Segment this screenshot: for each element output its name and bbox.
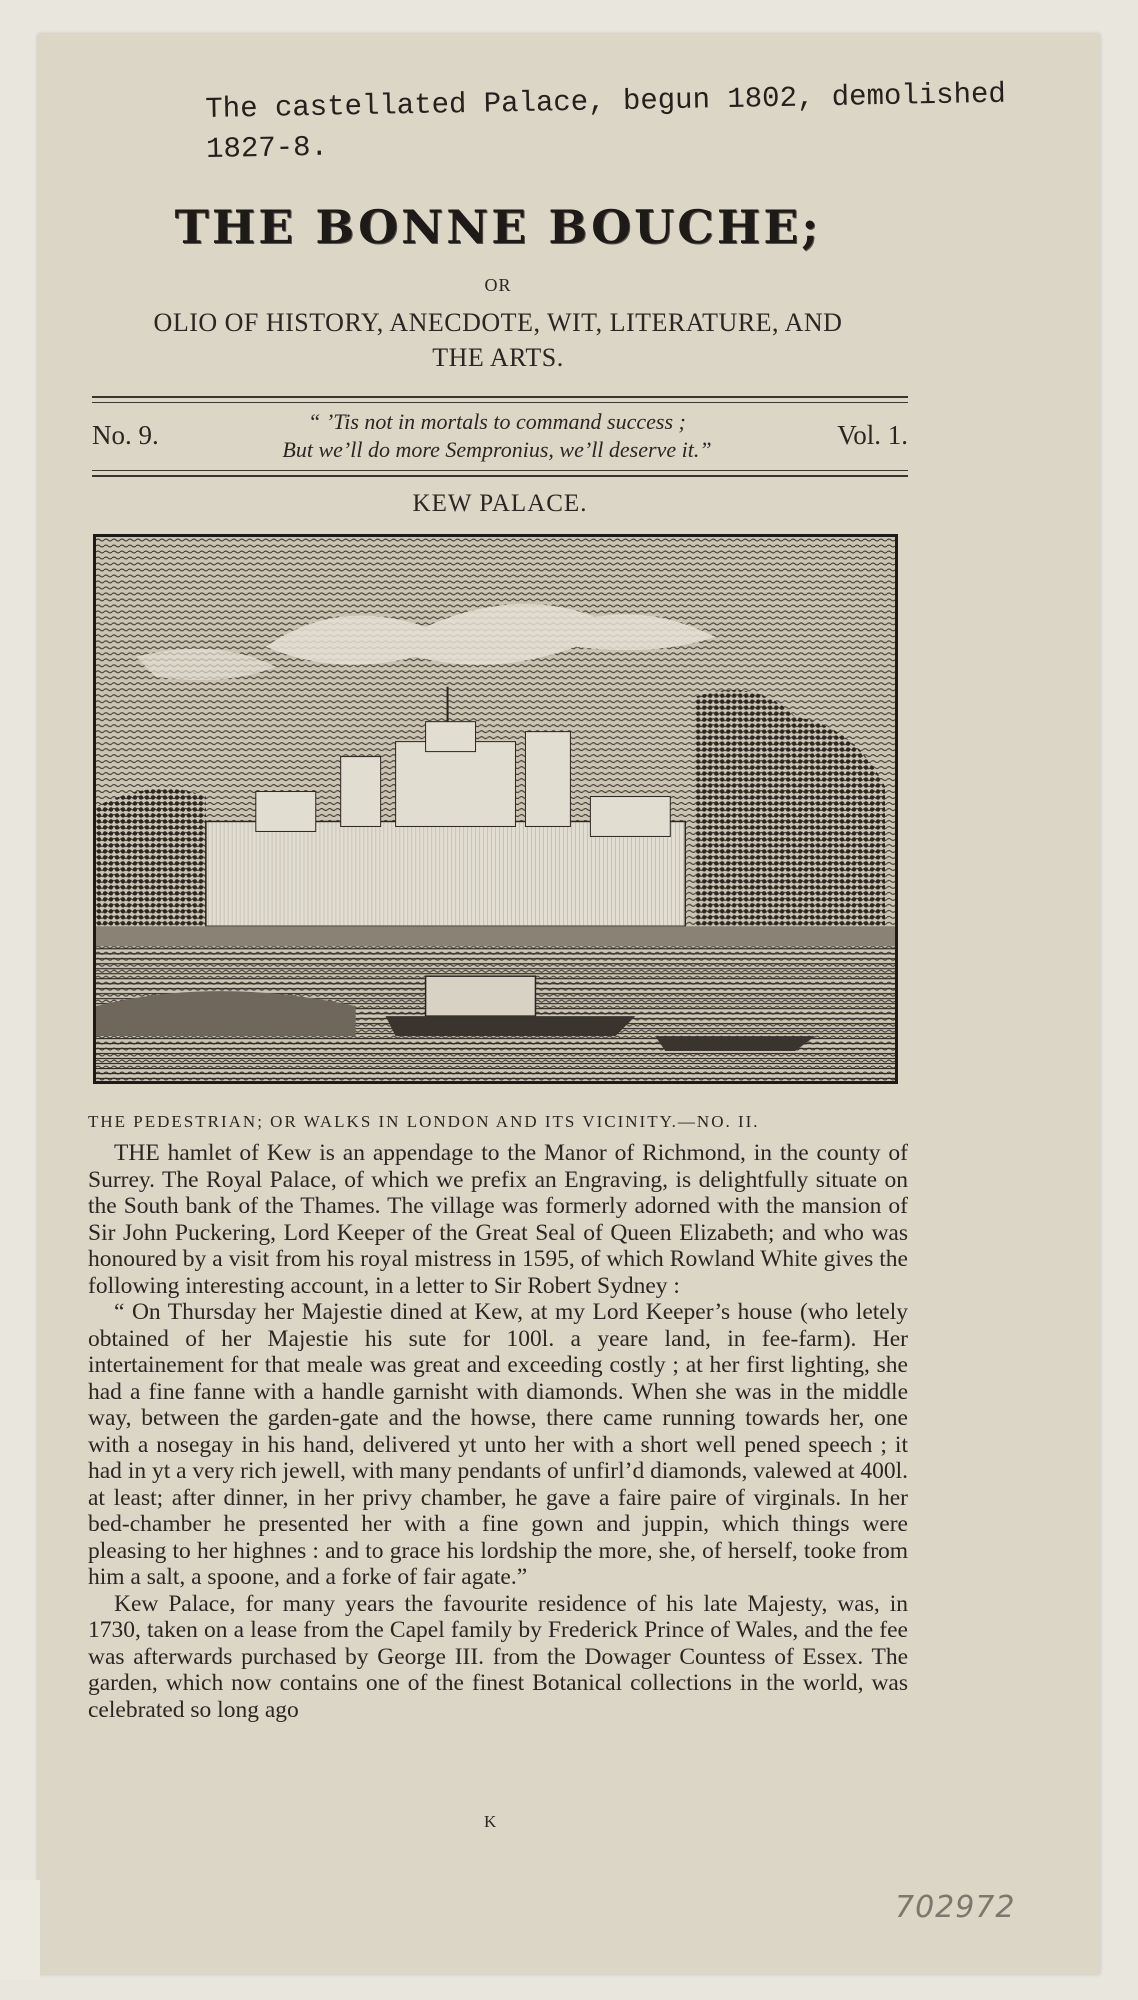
series-caption: THE PEDESTRIAN; OR WALKS IN LONDON AND ITS VICINITY.—NO. II.: [88, 1112, 760, 1131]
pencil-accession-number: 702972: [895, 1890, 1016, 1925]
masthead-rule-bottom: [92, 475, 908, 477]
kew-palace-engraving: [93, 534, 898, 1084]
typed-annotation-line-1: The castellated Palace, begun 1802, demolished: [205, 77, 1007, 126]
motto: [252, 408, 742, 464]
subtitle-line-2: THE ARTS.: [432, 343, 564, 372]
article-paragraph-2: “ On Thursday her Majestie dined at Kew, at my Lord Keeper’s house (who letely obtained of her Majestie his sute for 100l. a yeare land, in fee-farm). Her intertainement for that meale was great and exceeding costly ; at her first lighting, she had a fine fanne with a handle garnisht with diamonds. When she was in the middle way, between the garden-gate and the howse, there came running towards her, one with a nosegay in his hand, delivered yt unto her with a short well pened speech ; it had in yt a very rich jewell, with many pendants of unfirl’d diamonds, valewed at 400l. at least; after dinner, in her privy chamber, he gave a faire paire of virginals. In her bed-chamber he presented her with a fine gown and juppin, which things were pleasing to her highnes : and to grace his lordship the more, she, of herself, tooke from him a salt, a spoone, and a forke of fair agate.”: [88, 1299, 908, 1590]
volume-number: Vol. 1.: [837, 420, 908, 450]
article-heading: KEW PALACE.: [412, 490, 588, 517]
issue-row: [92, 408, 908, 468]
issue-number: No. 9.: [92, 420, 159, 450]
masthead-rule-bottom-inner: [92, 470, 908, 471]
motto-line-1: “ ’Tis not in mortals to command success ;: [308, 409, 686, 434]
page-edge-tab: [0, 1880, 40, 1980]
engraving-illustration: [96, 537, 895, 1081]
publication-title: THE BONNE BOUCHE;: [174, 200, 822, 254]
publication-subtitle: [88, 305, 908, 375]
title-conjunction: OR: [484, 275, 512, 295]
engraving-embankment: [96, 926, 895, 946]
article-paragraph-3: Kew Palace, for many years the favourite residence of his late Majesty, was, in 1730, taken on a lease from the Capel family by Frederick Prince of Wales, and the fee was afterwards purchased by George III. from the Dowager Countess of Essex. The garden, which now contains one of the finest Botanical collections in the world, was celebrated so long ago: [88, 1590, 908, 1723]
article-body: [88, 1140, 908, 1723]
signature-mark: K: [484, 1812, 497, 1831]
article-paragraph-1: THE hamlet of Kew is an appendage to the Manor of Richmond, in the county of Surrey. The Royal Palace, of which we prefix an Engraving, is delightfully situate on the South bank of the Thames. The village was formerly adorned with the mansion of Sir John Puckering, Lord Keeper of the Great Seal of Queen Elizabeth; and who was honoured by a visit from his royal mistress in 1595, of which Rowland White gives the following interesting account, in a letter to Sir Robert Sydney :: [88, 1140, 908, 1299]
engraving-punt: [655, 1036, 815, 1051]
motto-line-2: But we’ll do more Sempronius, we’ll deserve it.”: [282, 437, 712, 462]
masthead-rule-top-inner: [92, 402, 908, 403]
masthead-rule-top: [92, 396, 908, 398]
typed-annotation-line-2: 1827-8.: [205, 130, 329, 166]
subtitle-line-1: OLIO OF HISTORY, ANECDOTE, WIT, LITERATURE, AND: [153, 308, 843, 337]
engraving-trees-left: [96, 789, 206, 927]
typed-annotation: [205, 73, 1086, 170]
